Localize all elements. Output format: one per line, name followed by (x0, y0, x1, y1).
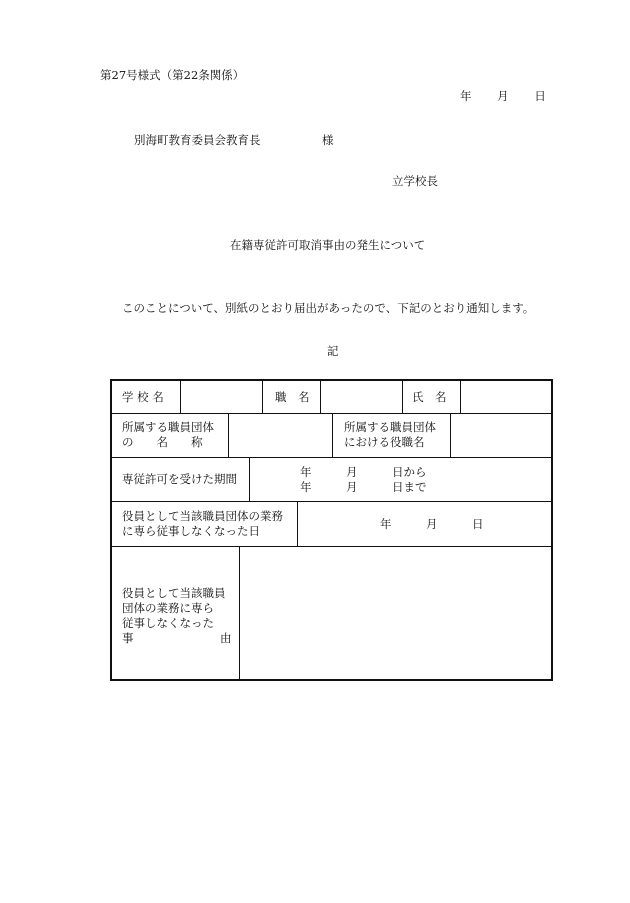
reason-label-char-2: 由 (220, 631, 232, 645)
reason-label-line3: 従事しなくなった (122, 616, 214, 630)
ceased-date-label (122, 509, 283, 539)
col-divider (228, 413, 229, 457)
date-line (460, 88, 546, 104)
addressee-honorific: 様 (322, 133, 334, 147)
row-divider (112, 546, 551, 547)
col-divider (320, 381, 321, 413)
ceased-date-value: 年 月 日 (380, 517, 484, 531)
col-divider (180, 381, 181, 413)
permission-period-label: 専従許可を受けた期間 (122, 472, 237, 486)
ceased-date-label-line1: 役員として当該職員団体の業務 (122, 509, 283, 523)
permission-period-value (300, 465, 427, 495)
notification-table (110, 379, 553, 681)
row-divider (112, 501, 551, 502)
union-name-label-line2: の 名 称 (122, 435, 203, 449)
reason-label-line1: 役員として当該職員 (122, 586, 226, 600)
date-month: 月 (497, 89, 509, 103)
reason-label (122, 586, 232, 646)
col-divider (297, 501, 298, 546)
col-divider (262, 381, 263, 413)
col-divider (239, 546, 240, 681)
reason-label-line4 (122, 631, 232, 646)
addressee-name: 別海町教育委員会教育長 (134, 133, 261, 147)
name-label: 氏 名 (412, 390, 447, 404)
period-to: 年 月 日まで (300, 480, 427, 494)
date-day: 日 (534, 89, 546, 103)
col-divider (450, 413, 451, 457)
body-text: このことについて、別紙のとおり届出があったので、下記のとおり通知します。 (122, 301, 535, 315)
union-role-label (344, 420, 436, 450)
union-role-label-line1: 所属する職員団体 (344, 420, 436, 434)
col-divider (402, 381, 403, 413)
col-divider (460, 381, 461, 413)
reason-label-char-1: 事 (122, 631, 134, 645)
reason-label-line2: 団体の業務に専ら (122, 601, 214, 615)
form-number: 第27号様式（第22条関係） (100, 68, 245, 82)
ki-label: 記 (327, 344, 339, 358)
school-name-label: 学 校 名 (122, 390, 164, 404)
period-from: 年 月 日から (300, 465, 427, 479)
union-name-label (122, 420, 214, 450)
date-year: 年 (460, 89, 472, 103)
row-divider (112, 457, 551, 458)
position-label: 職 名 (275, 390, 310, 404)
document-title: 在籍専従許可取消事由の発生について (230, 238, 426, 252)
ceased-date-label-line2: に専ら従事しなくなった日 (122, 524, 260, 538)
union-role-label-line2: における役職名 (344, 435, 425, 449)
col-divider (249, 457, 250, 501)
union-name-label-line1: 所属する職員団体 (122, 420, 214, 434)
sender: 立学校長 (392, 174, 438, 188)
col-divider (332, 413, 333, 457)
